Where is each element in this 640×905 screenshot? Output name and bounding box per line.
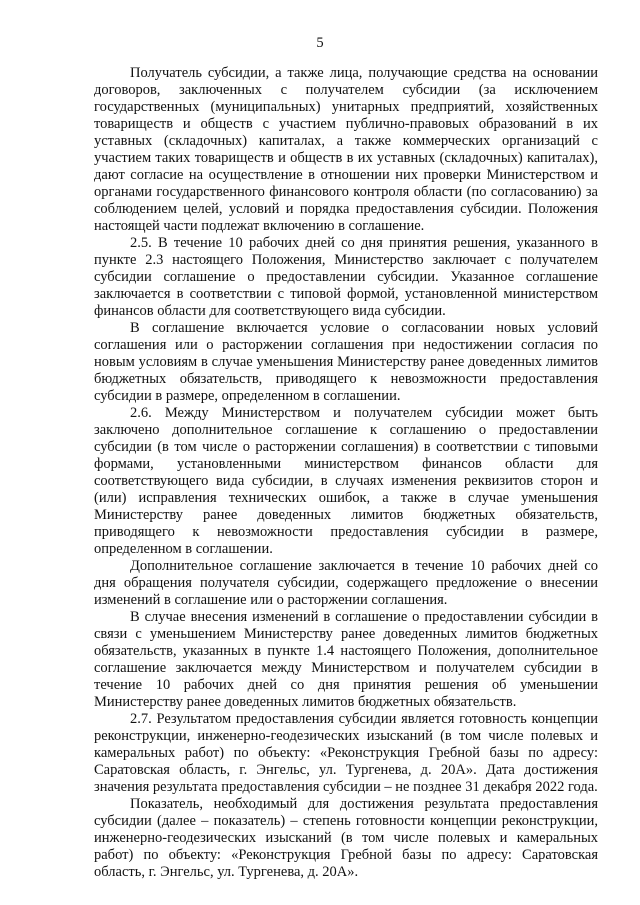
paragraph-subsidy-recipient-consent: Получатель субсидии, а также лица, получающие средства на основании договоров, заключенных с получателем субсидии (за исключением государственных (муниципальных) унитарных предприятий, хозяйственных товариществ и обществ с участием публично-правовых образований в их уставных (складочных) капиталах, а также коммерческих организаций с участием таких товариществ и обществ в их уставных (складочных) капиталах), дают согласие на осуществление в отношении них проверки Министерством и органами государственного финансового контроля области (по согласованию) за соблюдением целей, условий и порядка предоставления субсидии. Положения настоящей части подлежат включению в соглашение. (94, 65, 598, 234)
paragraph-2-7-result: 2.7. Результатом предоставления субсидии является готовность концепции реконструкции, инженерно-геодезических изысканий (в том числе полевых и камеральных работ) по объекту: «Реконструкция Гребной базы по адресу: Саратовская область, г. Энгельс, ул. Тургенева, д. 20А». Дата достижения значения результата предоставления субсидии – не позднее 31 декабря 2022 года. (94, 711, 598, 795)
page-number: 5 (316, 35, 324, 51)
paragraph-additional-agreement-term: Дополнительное соглашение заключается в течение 10 рабочих дней со дня обращения получателя субсидии, содержащего предложение о внесении изменений в соглашение или о расторжении соглашения. (94, 558, 598, 608)
paragraph-2-6-additional-agreement: 2.6. Между Министерством и получателем субсидии может быть заключено дополнительное соглашение к соглашению о предоставлении субсидии (в том числе о расторжении соглашения) в соответствии с типовыми формами, установленными министерством финансов области для соответствующего вида субсидии, в случаях изменения реквизитов сторон и (или) исправления технических ошибок, а также в случае уменьшения Министерству ранее доведенных лимитов бюджетных обязательств, приводящего к невозможности предоставления субсидии в размере, определенном в соглашении. (94, 405, 598, 557)
document-body (94, 65, 598, 881)
paragraph-changes-budget-limits: В случае внесения изменений в соглашение о предоставлении субсидии в связи с уменьшением Министерству ранее доведенных лимитов бюджетных обязательств, указанных в пункте 1.4 настоящего Положения, дополнительное соглашение заключается между Министерством и получателем субсидии в течение 10 рабочих дней со дня принятия решения об уменьшении Министерству ранее доведенных лимитов бюджетных обязательств. (94, 609, 598, 710)
paragraph-agreement-conditions: В соглашение включается условие о согласовании новых условий соглашения или о расторжении соглашения при недостижении согласия по новым условиям в случае уменьшения Министерству ранее доведенных лимитов бюджетных обязательств, приводящего к невозможности предоставления субсидии в размере, определенном в соглашении. (94, 320, 598, 404)
paragraph-2-5-agreement: 2.5. В течение 10 рабочих дней со дня принятия решения, указанного в пункте 2.3 настоящего Положения, Министерство заключает с получателем субсидии соглашение о предоставлении субсидии. Указанное соглашение заключается в соответствии с типовой формой, установленной министерством финансов области для соответствующего вида субсидии. (94, 235, 598, 319)
paragraph-indicator: Показатель, необходимый для достижения результата предоставления субсидии (далее – показатель) – степень готовности концепции реконструкции, инженерно-геодезических изысканий (в том числе полевых и камеральных работ) по объекту: «Реконструкция Гребной базы по адресу: Саратовская область, г. Энгельс, ул. Тургенева, д. 20А». (94, 796, 598, 880)
